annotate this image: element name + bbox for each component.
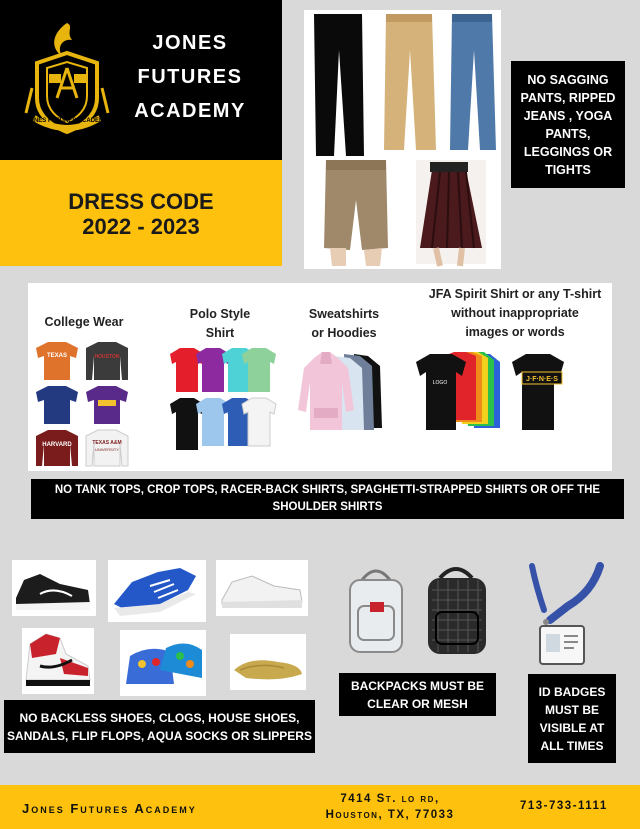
- pants-notice-line: TIGHTS: [545, 162, 591, 177]
- footer-phone: 713-733-1111: [520, 800, 608, 812]
- school-crest-icon: [22, 18, 112, 138]
- school-name-line: JONES: [152, 32, 228, 54]
- badge-notice-line: VISIBLE AT: [539, 720, 605, 735]
- spirit-shirt-caption: [415, 285, 615, 342]
- pants-notice: [511, 61, 625, 188]
- polo-caption-line: Shirt: [205, 326, 235, 340]
- pants-notice-line: LEGGINGS OR: [523, 144, 613, 159]
- polo-caption: [168, 305, 272, 343]
- dress-code-title: [0, 189, 282, 239]
- bottoms-photo: [304, 10, 501, 269]
- badge-notice-line: ID BADGES: [538, 684, 606, 699]
- college-wear-caption: College Wear: [44, 315, 124, 329]
- footer-address: [300, 791, 480, 823]
- tops-notice: [31, 479, 624, 519]
- crest-banner-text: JONES FUTURES ACADEMY: [25, 118, 109, 124]
- footer-address-line: 7414 St. lo rd,: [340, 793, 440, 805]
- badge-notice-line: MUST BE: [545, 702, 599, 717]
- shirt-text: HOUSTON: [94, 354, 120, 360]
- backpack-notice: [339, 673, 496, 716]
- spirit-caption-line: JFA Spirit Shirt or any T-shirt: [428, 287, 602, 301]
- shoes-notice-line: SANDALS, FLIP FLOPS, AQUA SOCKS OR SLIPPERS: [7, 728, 312, 743]
- shirt-text: LOGO: [432, 380, 448, 386]
- backpacks-photo: [342, 560, 498, 660]
- school-name: [120, 26, 260, 128]
- school-name-line: FUTURES: [137, 66, 243, 88]
- tops-notice-line: NO TANK TOPS, CROP TOPS, RACER-BACK SHIRTS, SPAGHETTI-STRAPPED SHIRTS OR OFF THE: [54, 484, 601, 496]
- footer: [0, 785, 640, 829]
- shoes-photo: [10, 558, 310, 698]
- backpack-notice-line: BACKPACKS MUST BE: [350, 678, 485, 693]
- pants-notice-line: PANTS,: [545, 126, 591, 141]
- spirit-caption-line: without inappropriate: [451, 306, 579, 320]
- pants-notice-line: PANTS, RIPPED: [520, 90, 616, 105]
- shirt-text: UNIVERSITY: [94, 447, 120, 452]
- sweatshirt-caption-line: or Hoodies: [311, 326, 377, 340]
- school-name-line: ACADEMY: [134, 100, 246, 122]
- shirt-text: TEXAS: [46, 353, 68, 359]
- bottoms-photo-panel: [304, 10, 501, 269]
- polo-caption-line: Polo Style: [189, 307, 251, 321]
- shirt-text: J·F·N·E·S: [526, 376, 558, 383]
- dress-code-heading: DRESS CODE: [68, 189, 214, 214]
- backpack-notice-line: CLEAR OR MESH: [367, 696, 468, 711]
- pants-notice-line: NO SAGGING: [527, 72, 609, 87]
- tops-notice-line: SHOULDER SHIRTS: [272, 501, 383, 513]
- footer-address-line: Houston, TX, 77033: [325, 809, 455, 821]
- pants-notice-line: JEANS , YOGA: [523, 108, 613, 123]
- shoes-notice-line: NO BACKLESS SHOES, CLOGS, HOUSE SHOES,: [19, 710, 300, 725]
- shirt-text: TEXAS A&M: [92, 440, 122, 446]
- id-badge-lanyard-icon: [520, 562, 610, 670]
- spirit-tshirts-photo: [414, 350, 594, 434]
- badge-notice-line: ALL TIMES: [540, 738, 604, 753]
- hoodies-photo: [298, 350, 384, 434]
- sweatshirt-caption-line: Sweatshirts: [308, 307, 380, 321]
- shoes-notice: [4, 700, 315, 753]
- badge-notice: [528, 674, 616, 763]
- footer-school-name: Jones Futures Academy: [22, 801, 197, 816]
- polo-shirts-photo: [168, 346, 278, 456]
- college-wear-photo: [32, 340, 132, 468]
- spirit-caption-line: images or words: [465, 325, 565, 339]
- header-block: [0, 0, 282, 160]
- shirt-text: HARVARD: [42, 442, 72, 448]
- sweatshirt-caption: [297, 305, 391, 343]
- dress-code-year: 2022 - 2023: [82, 214, 200, 239]
